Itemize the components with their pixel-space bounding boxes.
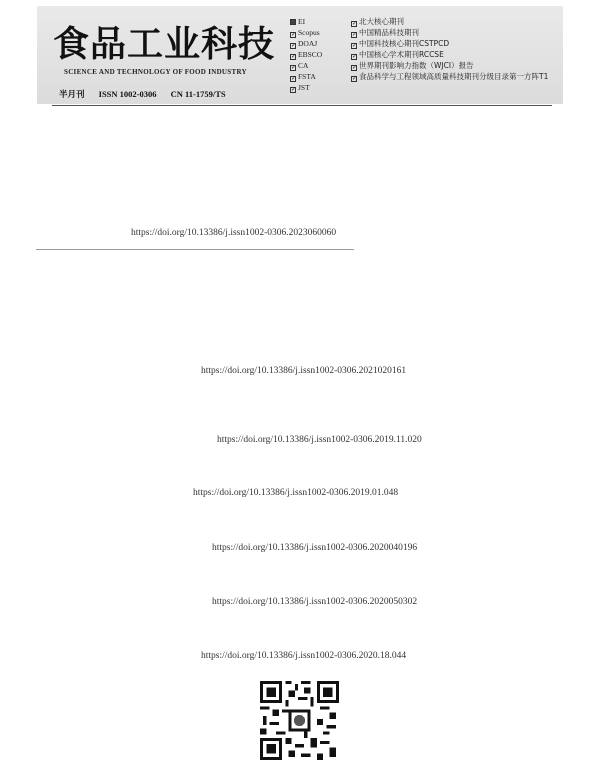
doi-link[interactable]: https://doi.org/10.13386/j.issn1002-0306.2020050302 <box>212 597 418 607</box>
index-item: ✓ 北大核心期刊 <box>352 17 404 27</box>
doi-link[interactable]: https://doi.org/10.13386/j.issn1002-0306.2020040196 <box>212 543 418 553</box>
issn-label: ISSN 1002-0306 <box>98 89 157 99</box>
journal-identifiers <box>59 88 238 100</box>
checkbox-icon: ✓ <box>352 20 358 27</box>
index-item: ✓ EBSCO <box>291 50 323 60</box>
journal-title-en: SCIENCE AND TECHNOLOGY OF FOOD INDUSTRY <box>64 68 247 76</box>
checkbox-icon: ✓ <box>291 65 297 71</box>
index-item: ✓ JST <box>291 83 310 93</box>
cn-label: CN 11-1759/TS <box>170 89 226 99</box>
index-item: ✓ FSTA <box>291 72 316 82</box>
checkbox-icon: ✓ <box>352 31 358 38</box>
index-item: ✓ CA <box>291 61 309 71</box>
index-item: ✓ 中国科技核心期刊CSTPCD <box>352 39 450 49</box>
index-item: ✓ 食品科学与工程领域高质量科技期刊分级目录第一方阵T1 <box>352 72 549 82</box>
journal-header <box>37 6 563 104</box>
checkbox-icon: ✓ <box>352 42 358 49</box>
index-item: ✓ Scopus <box>291 28 320 38</box>
index-item: ✓ DOAJ <box>291 39 318 49</box>
doi-link[interactable]: https://doi.org/10.13386/j.issn1002-0306.2019.01.048 <box>193 488 399 498</box>
qr-code-icon <box>260 681 339 760</box>
frequency-label: 半月刊 <box>59 89 85 99</box>
index-list-right <box>351 16 548 82</box>
index-item: ✓ 中国核心学术期刊RCCSE <box>352 50 444 60</box>
index-item: EI <box>290 16 322 27</box>
journal-title-cn: 食品工业科技 <box>53 23 276 65</box>
checkbox-icon: ✓ <box>352 75 358 82</box>
checkbox-icon: ✓ <box>291 76 297 82</box>
checkbox-icon: ✓ <box>291 54 297 60</box>
checkbox-icon: ✓ <box>291 32 297 38</box>
doi-link[interactable]: https://doi.org/10.13386/j.issn1002-0306.2021020161 <box>201 366 407 376</box>
doi-link[interactable]: https://doi.org/10.13386/j.issn1002-0306.2020.18.044 <box>201 651 407 661</box>
checkbox-icon: ✓ <box>291 87 297 93</box>
index-list-left <box>290 16 322 93</box>
doi-link[interactable]: https://doi.org/10.13386/j.issn1002-0306.2019.11.020 <box>217 435 422 445</box>
doi-underline <box>36 249 354 250</box>
checkbox-icon: ✓ <box>352 64 358 71</box>
checkbox-icon: ✓ <box>352 53 358 60</box>
checkbox-icon: ✓ <box>291 43 297 49</box>
checkbox-icon <box>290 19 296 25</box>
header-divider <box>52 105 552 106</box>
doi-link-main[interactable]: https://doi.org/10.13386/j.issn1002-0306.2023060060 <box>131 228 337 238</box>
index-item: ✓ 世界期刊影响力指数（WJCI）报告 <box>352 61 474 71</box>
index-item: ✓ 中国精品科技期刊 <box>352 28 419 38</box>
